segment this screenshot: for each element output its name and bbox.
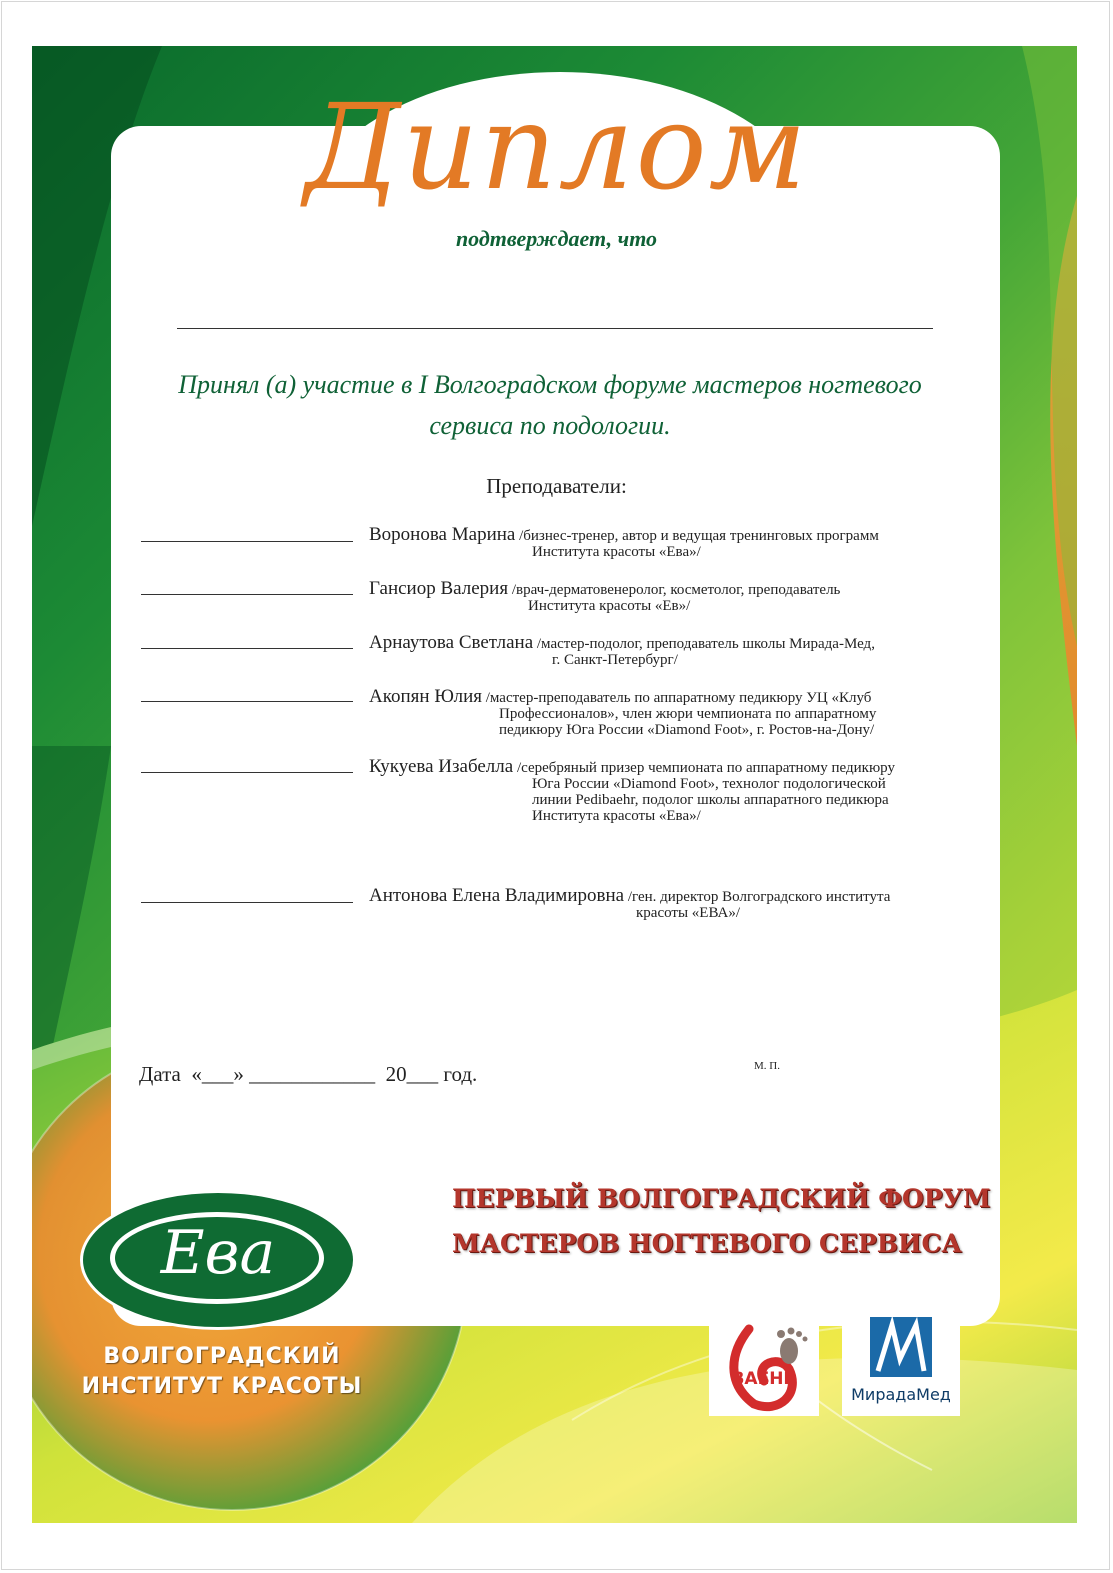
director-desc: /ген. директор Волгоградского института bbox=[624, 889, 891, 905]
signature-line bbox=[141, 902, 353, 903]
teacher-entry: Кукуева Изабелла /серебряный призер чемпионата по аппаратному педикюру Юга России «Diamond Foot», технолог подологической линии Pedibaehr, подолог школы аппаратного педикюра Института красоты «Ева»/ bbox=[369, 756, 895, 824]
teacher-desc: /бизнес-тренер, автор и ведущая тренинговых программ bbox=[515, 528, 879, 544]
institute-name-line1: ВОЛГОГРАДСКИЙ bbox=[103, 1344, 341, 1369]
teacher-name: Кукуева Изабелла bbox=[369, 756, 514, 777]
signature-line bbox=[141, 594, 353, 595]
forum-title-line2: МАСТЕРОВ НОГТЕВОГО СЕРВИСА bbox=[452, 1229, 962, 1258]
diploma-title: Диплом bbox=[304, 78, 809, 216]
stamp-place: М. П. bbox=[754, 1060, 780, 1072]
teacher-desc: /мастер-преподаватель по аппаратному педикюру УЦ «Клуб bbox=[481, 690, 872, 706]
teacher-desc: /мастер-подолог, преподаватель школы Мирада-Мед, bbox=[533, 636, 875, 652]
baehr-logo bbox=[709, 1309, 819, 1416]
date-line: Дата «___» ____________ 20___ год. bbox=[139, 1062, 478, 1086]
signature-line bbox=[141, 701, 353, 702]
name-line bbox=[177, 328, 933, 329]
director-name: Антонова Елена Владимировна bbox=[369, 885, 625, 906]
teacher-desc: /серебряный призер чемпионата по аппаратному педикюру bbox=[513, 760, 895, 776]
teacher-desc: /врач-дерматовенеролог, косметолог, преподаватель bbox=[508, 582, 841, 598]
signature-line bbox=[141, 648, 353, 649]
signature-line bbox=[141, 541, 353, 542]
participation-text: Принял (а) участие в I Волгоградском форуме мастеров ногтевого сервиса по подологии. bbox=[178, 370, 922, 440]
teacher-entry: Акопян Юлия /мастер-преподаватель по аппаратному педикюру УЦ «Клуб Профессионалов», член жюри чемпионата по аппаратному педикюру Юга России «Diamond Foot», г. Ростов-на-Дону/ bbox=[369, 686, 877, 738]
teachers-heading: Преподаватели: bbox=[486, 474, 627, 498]
teacher-entry: Воронова Марина /бизнес-тренер, автор и ведущая тренинговых программ Института красоты «Ева»/ bbox=[369, 524, 879, 560]
baehr-foot-icon bbox=[709, 1309, 819, 1416]
director-entry: Антонова Елена Владимировна /ген. директор Волгоградского института красоты «ЕВА»/ bbox=[369, 885, 891, 921]
subtitle: подтверждает, что bbox=[455, 226, 658, 251]
forum-title-line1: ПЕРВЫЙ ВОЛГОГРАДСКИЙ ФОРУМ bbox=[452, 1184, 991, 1213]
teacher-entry: Гансиор Валерия /врач-дерматовенеролог, косметолог, преподаватель Института красоты «Ев»/ bbox=[369, 578, 841, 614]
miradamed-logo bbox=[842, 1309, 960, 1416]
miradamed-text: МирадаМед bbox=[851, 1385, 951, 1404]
teacher-name: Акопян Юлия bbox=[369, 686, 482, 707]
teacher-name: Воронова Марина bbox=[369, 524, 516, 545]
signature-line bbox=[141, 772, 353, 773]
eva-logo-text: Ева bbox=[160, 1218, 276, 1288]
teacher-name: Арнаутова Светлана bbox=[369, 632, 534, 653]
teacher-entry: Арнаутова Светлана /мастер-подолог, преподаватель школы Мирада-Мед, г. Санкт-Петербург/ bbox=[369, 632, 875, 668]
baehr-text: BAEHR bbox=[731, 1369, 797, 1389]
teacher-name: Гансиор Валерия bbox=[369, 578, 509, 599]
institute-name-line2: ИНСТИТУТ КРАСОТЫ bbox=[81, 1374, 363, 1399]
